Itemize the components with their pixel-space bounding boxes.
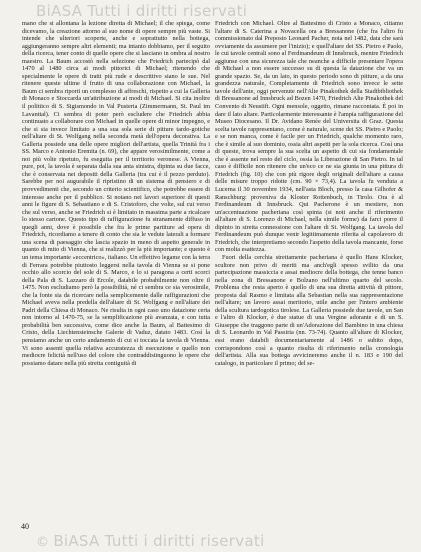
right-text-column [215, 20, 403, 518]
page-number: 40 [21, 522, 29, 531]
left-text-column [22, 20, 210, 518]
paragraph: mano che si allontana la lezione diretta di Michael; il che spiega, come dicevamo, la creazione attorno al suo nome di opere sempre più vaste. Si intende che ulteriori scoperte, anche e soprattutto nella bottega, aggiungeranno sempre altri elementi; ma intanto dobbiamo, per il seguito della ricerca, tener conto di quelle opere che si lasciano in ombra al nostro maestro. La Baum accostò nella selezione che Friedrich partecipò dal 1470 al 1480 circa ai modi pittorici di Michael; ritenendo che specialmente le opere di tratti più rude e descrittivo siano le sue. Nel ritenere queste ultime il frutto di una collaborazione con Michael, la Baum ci sembra riporti un complesso di affreschi, rispetto a cui la Galleria di Monaco e Stoccarda un'attribuzione ai modi di Michael. Si cita inoltre il polittico di S. Sigismondo in Val Pusteria (Zimmermann, St. Paul im Lavanttal). Ci sembra di poter però escludere che Friedrich abbia continuato a collaborare con Michael in quelle opere di minor impegno, e che si sia invece limitato a una sua sola serie di pitture tardo-gotiche nell'altare di St. Wolfgang nella seconda metà dell'opera decorativa. La Galleria possiede una delle opere migliori dell'artista, quella Trinità fra i SS. Marco e Antonio Eremita (n. 69), che appare verosimilmente, come a noi più volte ripetuto, fu eseguita per il territorio veronese. A Vienna, pure, poi, la tavola è separata dalla sua anta sinistra, dipinta su due facce, che è conservata nei depositi della Galleria (tra cui è il pezzo perduto). Sarebbe per noi augurabile il ripristino di un sistema di pensiero e di provvedimenti che, secondo un criterio scientifico, che potrebbe essere di interesse anche per il pubblico. Si notano nei lavori superiore di questi anni le figure di S. Sebastiano e di S. Cristoforo, che volte, sul cui verso che sul verso, anche se Friedrich si è limitato in massima parte a ricalcare lo stesso cartone. Questo tipo di raffigurazione fu stranamente diffuso in quegli anni, dove è possibile che fra le prime partiture ad opera di Friedrich, ricordiamo a tenere di conto che sia le vedute laterali a formare una scena di paesaggio che lascia spazio in meno di aspetto generale in quanto di mito di Vienna, che si realizzò per la più importante; e questo è un tema importante «eccentrico», italiano. Un effettivo legame con la terra di Ferrara potrebbe piuttosto leggersi nella tavola di Vienna se si pone occhio allo scorcio del sole di S. Marco, e lo si paragona a certi scorci della Pala di S. Lazzaro di Ercole, databile probabilmente non oltre il 1475. Non escludiamo però la possibilità, né ci sembra ce sia verosimile, che la fonte sia da ricercare nella semplicemente dalle raffigurazioni che Michael aveva nella predella dell'altare di St. Wolfgang e nell'altare dei Padri della Chiesa di Monaco. Ne risulta in ogni caso uno datazione certa non intorno al 1470-75, se la semplificazione più avanzata, e con tutta probabilità ben successiva, come dice anche la Baum, al Battesimo di Cristo, della Liechtensteinsche Galerie di Vaduz, datato 1483. Così la pensiamo anche un certo andamento di cui si toccata la tavola di Vienna. Vi sono assenti quella relativa accuratezza di esecuzione e quello non mediocre felicità nell'uso del colore che contraddistinguono le opere che possiamo datare nella più stretta contiguità di [22, 20, 210, 367]
watermark-top: BiASA Tutti i diritti riservati [36, 2, 248, 20]
copyright-symbol: © [36, 535, 50, 550]
watermark-bottom [36, 532, 265, 550]
paragraph: Friedrich con Michael. Oltre al Battesimo di Cristo a Monaco, citiamo l'altare di S. Caterina a Novacella ora a Bressanone (che fra l'altro fu commissionato dal Preposto Leonard Pacher, nota nel 1482, data che sarà ovviamente da assumere per l'inizio); e quell'altare dei SS. Pietro e Paolo, le cui tavole centrali sono al Ferdinandeum di Innsbruck, mentre Friedrich aggiunse con una sicurezza tale che neanche a difficile presentare l'opera di Michael a non essere successo su di questa la datazione che va un grande spazio. Se, da un lato, in questo periodo sono di pitture, a da una grandezza naturale, Completamente di Friedrich sono invece le sette tavole dell'ante, oggi pervenute nell'Alte Pinakothek della Stadtbibliothek di Bressanone ad Innsbruck ad Bozen 1470, Friedrich Alte Pinakothek del Convento di Neustift. Ogni mensole, oggetto, rimane raccontata. È poi in dare il lato altare. Particolarmente interessante è l'ampia raffigurazione del Museo Diocesano. Il Dr. Avidano Renée del Universita di Graz. Questa scelta tavole rappresentano, come è naturale, scene dei SS. Pietro e Paolo; e se non manca, come è facile per un Friedrich, qualche momento raro, che è simile al suo dominio, ossia altri aspetti per la sola ricerca. Così una di queste, trova sempre la sua scelta un aspetto di cui sia fondamentale che è assente nel resto del ciclo, ossia la Liberazione di San Pietro. In tal caso è difficile non ritenere che un'eco ce ne sia giunta in una pittura di Friedrich (fig. 10) che con più rigore degli originali dell'altare a causa delle misure troppo ridotte (cm. 90 × 73,4). La tavola fu venduta a Lucerna il 30 novembre 1934, nell'asta Bloch, presso la casa Gilhofer & Ranschburg: proveniva da Kloster Rottenbuch, in Tirolo. Ora è al Ferdinandeum di Innsbruck. Qui Pacherone è un mestiere, non un'accentuazione pacheriana così spinta (si noti anche il riferimento all'altare di S. Lorenzo di Michael, nella simile forme) da farci porre il dipinto in stretta connessione con l'altare di St. Wolfgang. La tavola del Ferdinandeum può dunque venir legittimamente riferita al capolavoro di Friedrich, che interpretiamo secondo l'aspetto della tavola mancante, forse con molta esattezza. [215, 20, 403, 254]
paragraph: Fuori della cerchia strettamente pacheriana è quello Hans Klocker, scultore non privo di meriti ma anch'egli spesso svilito da una partecipazione massiccia e assai mediocre della bottega, che tenne banco nella zona di Bressanone e Bolzano nell'ultimo quarto del secolo. Problema che resta aperto è quello di una sua diretta attività di pittore, proposta dal Rasmo e limitata alla Sebastian nella sua rappresentazione nell'altare; un lavoro assai meritorio, utile anche per l'intero ambiente della scultura tardogotica tirolese. La Galleria possiede due tavole, un San e l'altro di Klocker, è due statue di una Vergine adorante e di un S. Giuseppe che traggono parte di un'Adorazione del Bambino in una chiesa di S. Leonardo in Val Passiria (nn. 73-74). Quanto all'altare di Klocker, essi erano databili documentariamente al 1486 o subito dopo, corrispondono così a quanto risulta di riferimento nella cronologia dell'artista. Alla sua bottega avvicineremo anche il n. 183 e 190 del catalogo, in particolare il primo; del se- [215, 253, 403, 367]
watermark-bottom-text: BiASA Tutti i diritti riservati [53, 532, 265, 550]
